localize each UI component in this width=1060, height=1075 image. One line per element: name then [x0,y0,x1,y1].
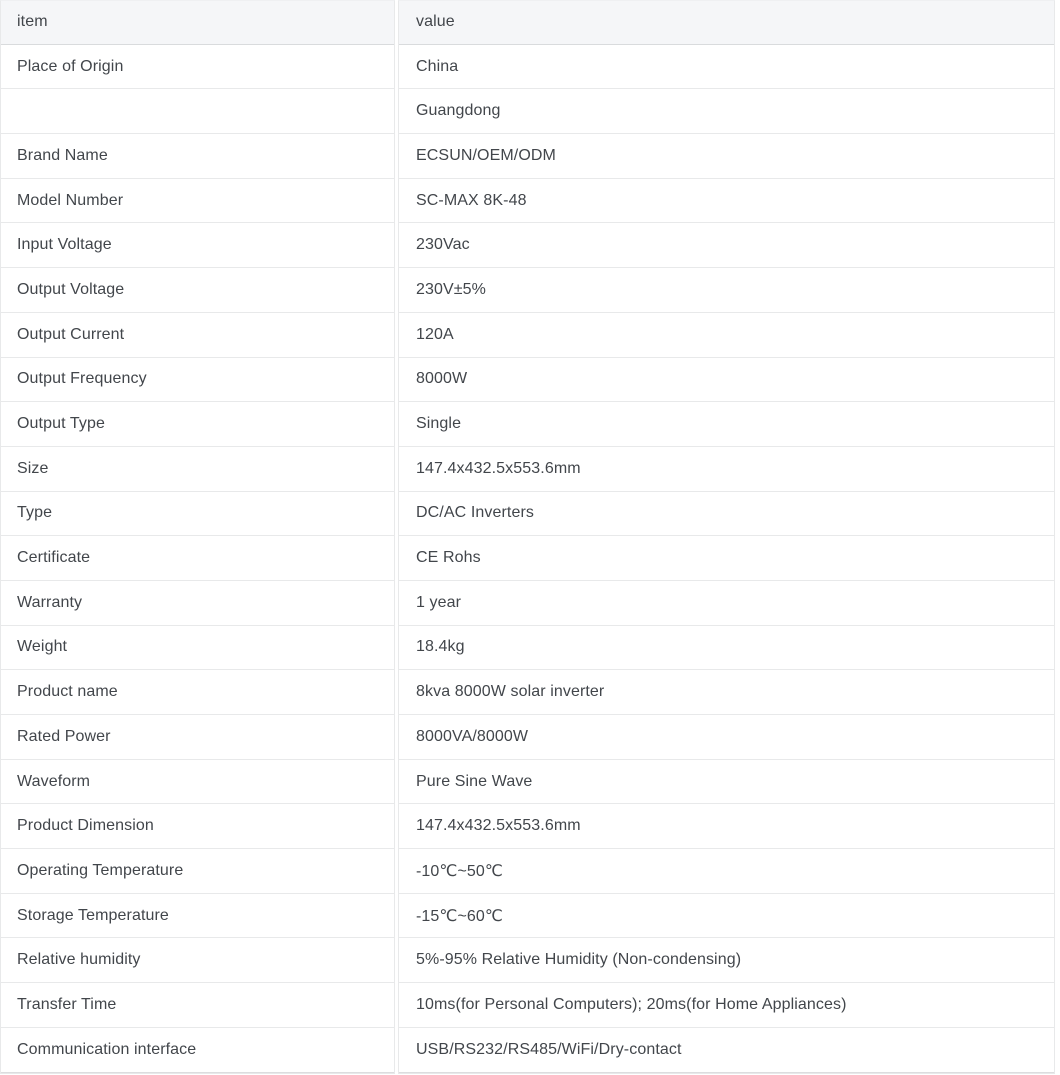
spec-item-cell: Output Frequency [1,358,394,403]
spec-value-cell: Guangdong [399,89,1054,134]
spec-item-cell: Product name [1,670,394,715]
spec-value-cell: 8000W [399,358,1054,403]
spec-value-cell: Single [399,402,1054,447]
spec-item-cell: Communication interface [1,1028,394,1073]
spec-item-cell: Output Current [1,313,394,358]
spec-value-cell: CE Rohs [399,536,1054,581]
spec-item-cell: Place of Origin [1,45,394,90]
spec-item-cell: Model Number [1,179,394,224]
spec-value-cell: USB/RS232/RS485/WiFi/Dry-contact [399,1028,1054,1073]
spec-value-cell: 18.4kg [399,626,1054,671]
spec-item-cell: Rated Power [1,715,394,760]
spec-value-cell: 10ms(for Personal Computers); 20ms(for Home Appliances) [399,983,1054,1028]
spec-item-cell [1,89,394,134]
spec-value-cell: 147.4x432.5x553.6mm [399,804,1054,849]
spec-value-cell: 8kva 8000W solar inverter [399,670,1054,715]
spec-item-cell: Product Dimension [1,804,394,849]
column-header-value: value [399,1,1054,45]
spec-value-cell: 120A [399,313,1054,358]
value-column [398,0,1055,1074]
spec-item-cell: Weight [1,626,394,671]
spec-item-cell: Warranty [1,581,394,626]
column-header-item: item [1,1,394,45]
spec-value-cell: 8000VA/8000W [399,715,1054,760]
spec-value-cell: SC-MAX 8K-48 [399,179,1054,224]
spec-value-cell: -10℃~50℃ [399,849,1054,894]
spec-value-cell: -15℃~60℃ [399,894,1054,939]
spec-item-cell: Waveform [1,760,394,805]
item-column [0,0,395,1074]
spec-value-cell: 147.4x432.5x553.6mm [399,447,1054,492]
spec-value-cell: Pure Sine Wave [399,760,1054,805]
spec-value-cell: 230V±5% [399,268,1054,313]
spec-item-cell: Certificate [1,536,394,581]
spec-value-cell: China [399,45,1054,90]
spec-value-cell: 230Vac [399,223,1054,268]
spec-item-cell: Transfer Time [1,983,394,1028]
spec-value-cell: 5%-95% Relative Humidity (Non-condensing) [399,938,1054,983]
spec-item-cell: Output Type [1,402,394,447]
spec-value-cell: DC/AC Inverters [399,492,1054,537]
spec-item-cell: Type [1,492,394,537]
spec-value-cell: ECSUN/OEM/ODM [399,134,1054,179]
spec-item-cell: Output Voltage [1,268,394,313]
spec-item-cell: Input Voltage [1,223,394,268]
spec-item-cell: Size [1,447,394,492]
spec-item-cell: Storage Temperature [1,894,394,939]
spec-item-cell: Relative humidity [1,938,394,983]
spec-value-cell: 1 year [399,581,1054,626]
spec-item-cell: Operating Temperature [1,849,394,894]
spec-item-cell: Brand Name [1,134,394,179]
